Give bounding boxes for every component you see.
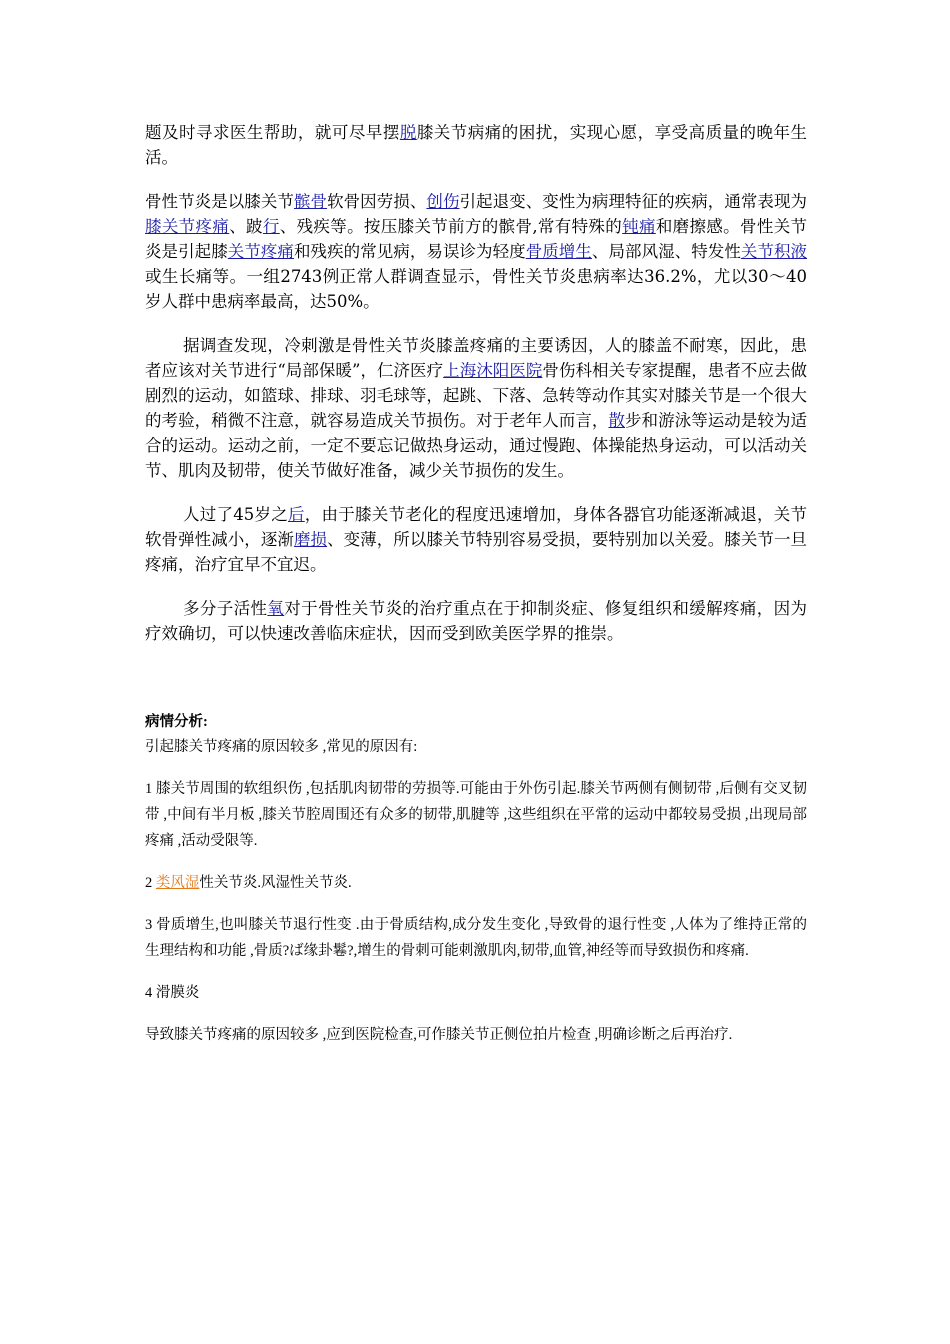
analysis-heading: 病情分析:: [145, 714, 208, 730]
paragraph-active-oxygen: [145, 596, 807, 646]
link-bone-hyperplasia[interactable]: 骨质增生: [525, 242, 592, 261]
analysis-intro: 引起膝关节疼痛的原因较多 ,常见的原因有:: [145, 739, 418, 755]
link-xing[interactable]: 行: [262, 217, 280, 236]
link-rheumatoid[interactable]: 类风湿: [155, 875, 200, 891]
text: 或生长痛等。一组2743例正常人群调查显示，骨性关节炎患病率达36.2%，尤以30～40岁人群中患病率最高，达50%。: [145, 267, 807, 311]
link-joint-effusion[interactable]: 关节积液: [740, 242, 808, 261]
paragraph-age-45: [145, 502, 807, 577]
paragraph-osteoarthritis: [145, 189, 807, 314]
analysis-item-2: [145, 870, 807, 896]
text: 、残疾等。按压膝关节前方的髌骨,常有特殊的: [279, 217, 623, 236]
link-tuo[interactable]: 脱: [399, 123, 417, 142]
text: 软骨因劳损、: [327, 192, 427, 211]
text: 人过了45岁之: [183, 505, 288, 524]
text: 骨性节炎是以膝关节: [145, 192, 294, 211]
text: 和残疾的常见病，易误诊为轻度: [293, 242, 526, 261]
link-trauma[interactable]: 创伤: [426, 192, 460, 211]
text: ，由于膝关节老化的程度迅速增加，身体各器官功能逐渐减退，关节软骨弹性减小，逐渐: [145, 505, 807, 549]
paragraph-cold-stimulus: [145, 333, 807, 483]
link-knee-pain[interactable]: 膝关节疼痛: [145, 217, 230, 236]
text: 多分子活性: [183, 599, 268, 618]
link-joint-pain[interactable]: 关节疼痛: [227, 242, 294, 261]
text: 骨伤科相关专家提醒，患者不应去做剧烈的运动，如篮球、排球、羽毛球等，起跳、下落、急转等动作其实对膝关节是一个很大的考验，稍微不注意，就容易造成关节损伤。对于老年人而言，: [145, 361, 808, 430]
analysis-item-1: 1 膝关节周围的软组织伤 ,包括肌肉韧带的劳损等.可能由于外伤引起.膝关节两侧有侧韧带 ,后侧有交叉韧带 ,中间有半月板 ,膝关节腔周围还有众多的韧带,肌腱等 ,这些组织在平常的运动中都较易受损 ,出现局部疼痛 ,活动受限等.: [145, 781, 807, 849]
document-page: [145, 120, 807, 1048]
link-patella[interactable]: 髌骨: [293, 192, 328, 211]
text: 引起退变、变性为病理特征的疾病，通常表现为: [459, 192, 808, 211]
paragraph-intro-end: [145, 120, 807, 170]
link-hospital[interactable]: 上海沐阳医院: [443, 361, 543, 380]
link-hou[interactable]: 后: [288, 505, 305, 524]
text: 和磨擦感。骨性关节炎是引起膝: [145, 217, 808, 261]
text: 2: [145, 875, 156, 891]
text: 、局部风湿、特发性: [591, 242, 741, 261]
link-oxygen[interactable]: 氧: [267, 599, 285, 618]
analysis-conclusion: 导致膝关节疼痛的原因较多 ,应到医院检查,可作膝关节正侧位拍片检查 ,明确诊断之后再治疗.: [145, 1027, 733, 1043]
text: 性关节炎.风湿性关节炎.: [199, 875, 352, 891]
analysis-item-4: 4 滑膜炎: [145, 985, 200, 1001]
link-dull-pain[interactable]: 钝痛: [622, 217, 656, 236]
text: 膝关节病痛的困扰，实现心愿，享受高质量的晚年生活。: [145, 123, 808, 167]
text: 、跛: [229, 217, 263, 236]
text: 据调查发现，冷刺激是骨性关节炎膝盖疼痛的主要诱因，人的膝盖不耐寒，因此，患者应该对关节进行“局部保暖”，仁济医疗: [145, 336, 807, 380]
text: 对于骨性关节炎的治疗重点在于抑制炎症、修复组织和缓解疼痛，因为疗效确切，可以快速改善临床症状，因而受到欧美医学界的推崇。: [145, 599, 807, 643]
link-wear[interactable]: 磨损: [293, 530, 328, 549]
analysis-item-3: 3 骨质增生,也叫膝关节退行性变 .由于骨质结构,成分发生变化 ,导致骨的退行性变 ,人体为了维持正常的生理结构和功能 ,骨质?ば缘卦鬈?,增生的骨刺可能刺激肌肉,韧带,血管,神经等而导致损伤和疼痛.: [145, 917, 807, 959]
text: 步和游泳等运动是较为适合的运动。运动之前，一定不要忘记做热身运动，通过慢跑、体操能热身运动，可以活动关节、肌肉及韧带，使关节做好准备，减少关节损伤的发生。: [145, 411, 808, 480]
text: 题及时寻求医生帮助，就可尽早摆: [145, 123, 400, 142]
link-san[interactable]: 散: [608, 411, 625, 430]
text: 、变薄，所以膝关节特别容易受损，要特别加以关爱。膝关节一旦疼痛，治疗宜早不宜迟。: [145, 530, 808, 574]
